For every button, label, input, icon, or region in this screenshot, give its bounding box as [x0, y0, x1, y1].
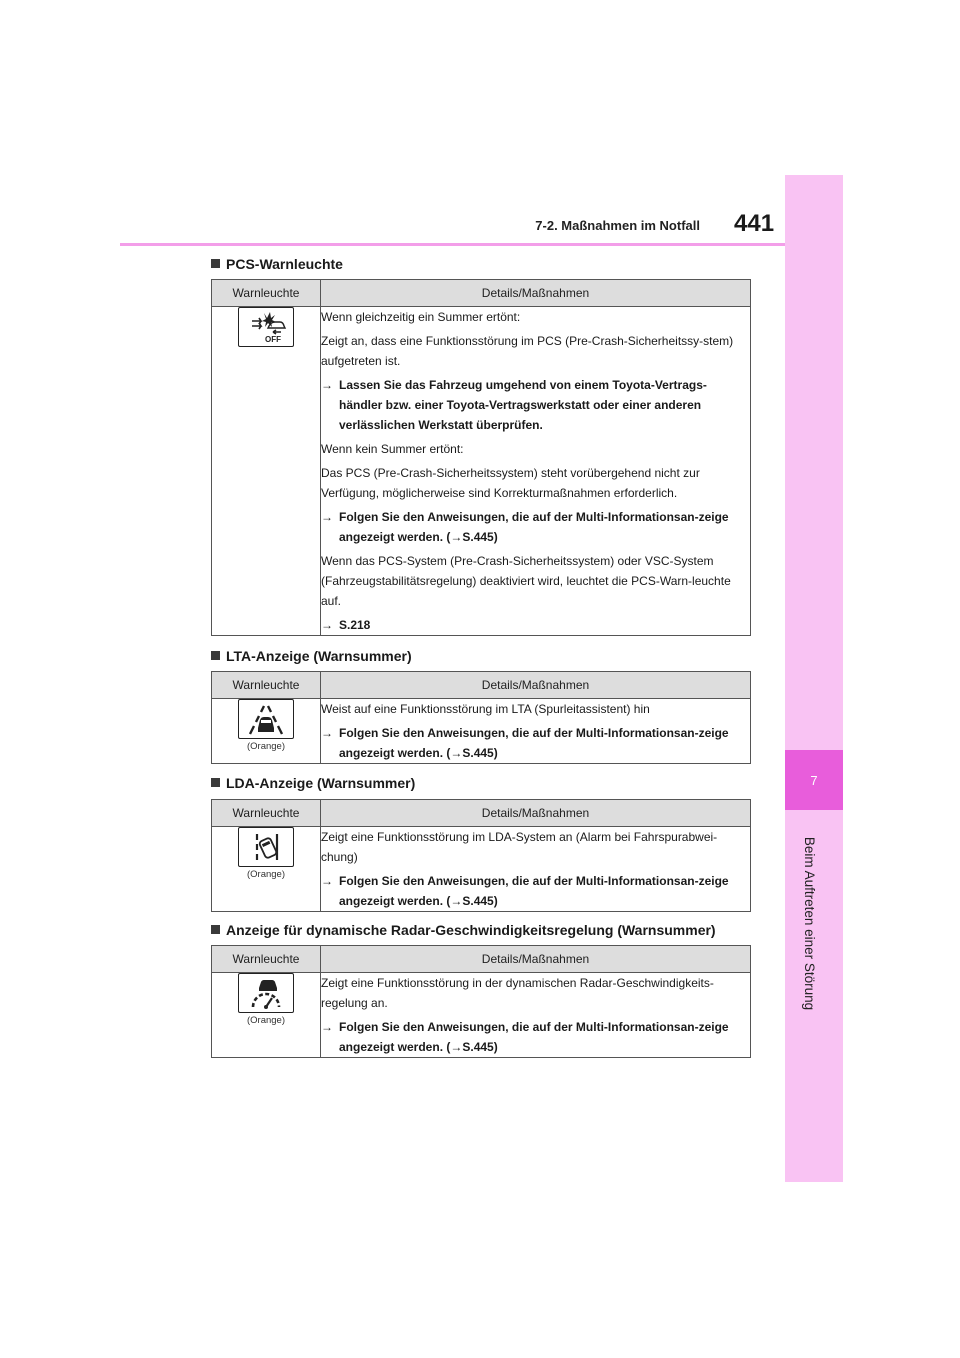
square-bullet-icon: [211, 925, 220, 934]
action-text: Folgen Sie den Anweisungen, die auf der Multi-Informationsan-zeige angezeigt werden. (→S.445): [339, 1020, 729, 1054]
lta-warning-table: [211, 671, 751, 764]
header-section-title: 7-2. Maßnahmen im Notfall: [535, 218, 700, 233]
action-item: [321, 615, 750, 635]
pcs-warning-table: [211, 279, 751, 636]
lta-lane-icon: [238, 699, 294, 739]
radar-cruise-icon: [238, 973, 294, 1013]
header-divider: [120, 243, 785, 246]
icon-caption: (Orange): [246, 869, 285, 880]
pcs-off-icon: [238, 307, 294, 347]
action-item: [321, 1017, 750, 1057]
details-text: Zeigt eine Funktionsstörung im LDA-System an (Alarm bei Fahrspurabwei-chung): [321, 830, 718, 864]
details-text: Wenn das PCS-System (Pre-Crash-Sicherheitssystem) oder VSC-System (Fahrzeugstabilitätsregelung) deaktiviert wird, leuchtet die PCS-Warn-leuchte auf.: [321, 554, 731, 608]
icon-caption: (Orange): [246, 1015, 285, 1026]
chapter-number-box: [785, 750, 843, 810]
lda-lane-departure-icon: [238, 827, 294, 867]
square-bullet-icon: [211, 778, 220, 787]
action-text: Lassen Sie das Fahrzeug umgehend von einem Toyota-Vertrags-händler bzw. einer Toyota-Vertragswerkstatt oder einer anderen verlässlichen Werkstatt überprüfen.: [339, 378, 707, 432]
action-item: [321, 871, 750, 911]
column-header-warnleuchte: Warnleuchte: [212, 280, 321, 307]
details-cell: [321, 827, 751, 912]
icon-cell: [212, 307, 321, 636]
page-number: 441: [734, 210, 775, 237]
section-heading-text: LTA-Anzeige (Warnsummer): [226, 648, 412, 664]
details-cell: [321, 699, 751, 764]
chapter-side-tab: [785, 175, 843, 1182]
column-header-warnleuchte: Warnleuchte: [212, 946, 321, 973]
section-heading-text: PCS-Warnleuchte: [226, 256, 343, 272]
column-header-warnleuchte: Warnleuchte: [212, 672, 321, 699]
details-text: Das PCS (Pre-Crash-Sicherheitssystem) steht vorübergehend nicht zur Verfügung, möglicherweise sind Korrekturmaßnahmen erforderlich.: [321, 466, 700, 500]
details-text: Weist auf eine Funktionsstörung im LTA (Spurleitassistent) hin: [321, 702, 650, 716]
table-row: [212, 827, 751, 912]
square-bullet-icon: [211, 259, 220, 268]
square-bullet-icon: [211, 651, 220, 660]
section-heading-lda: [211, 775, 415, 791]
section-heading-radar-cruise: [211, 922, 716, 938]
icon-cell: [212, 827, 321, 912]
table-row: [212, 699, 751, 764]
table-row: [212, 307, 751, 636]
details-cell: [321, 973, 751, 1058]
icon-cell: [212, 699, 321, 764]
column-header-details: Details/Maßnahmen: [321, 946, 751, 973]
section-heading-pcs: [211, 256, 343, 272]
details-text: Zeigt an, dass eine Funktionsstörung im PCS (Pre-Crash-Sicherheitssy-stem) aufgetreten ist.: [321, 334, 734, 368]
section-heading-text: LDA-Anzeige (Warnsummer): [226, 775, 416, 791]
icon-off-label: OFF: [265, 335, 281, 344]
table-row: [212, 973, 751, 1058]
table-header-row: [212, 946, 751, 973]
action-text: Folgen Sie den Anweisungen, die auf der Multi-Informationsan-zeige angezeigt werden. (→S.445): [339, 874, 729, 908]
arrow-icon: →: [321, 874, 333, 888]
chapter-title: [800, 818, 820, 1028]
arrow-icon: →: [321, 726, 333, 740]
table-header-row: [212, 800, 751, 827]
action-text: Folgen Sie den Anweisungen, die auf der Multi-Informationsan-zeige angezeigt werden. (→S.445): [339, 726, 729, 760]
details-cell: [321, 307, 751, 636]
chapter-title-text: Beim Auftreten einer Störung: [802, 836, 818, 1010]
arrow-icon: →: [321, 1020, 333, 1034]
column-header-details: Details/Maßnahmen: [321, 280, 751, 307]
section-heading-lta: [211, 648, 412, 664]
chapter-number: 7: [810, 772, 818, 788]
icon-caption: (Orange): [246, 741, 285, 752]
arrow-icon: →: [321, 378, 333, 392]
radar-cruise-warning-table: [211, 945, 751, 1058]
arrow-icon: →: [321, 618, 333, 632]
column-header-details: Details/Maßnahmen: [321, 672, 751, 699]
details-text: Zeigt eine Funktionsstörung in der dynamischen Radar-Geschwindigkeits-regelung an.: [321, 976, 714, 1010]
action-text: Folgen Sie den Anweisungen, die auf der Multi-Informationsan-zeige angezeigt werden. (→S.445): [339, 510, 729, 544]
column-header-details: Details/Maßnahmen: [321, 800, 751, 827]
action-text: S.218: [339, 618, 371, 632]
arrow-icon: →: [321, 510, 333, 524]
table-header-row: [212, 672, 751, 699]
details-text: Wenn gleichzeitig ein Summer ertönt:: [321, 310, 521, 324]
table-header-row: [212, 280, 751, 307]
details-text: Wenn kein Summer ertönt:: [321, 442, 464, 456]
lda-warning-table: [211, 799, 751, 912]
action-item: [321, 723, 750, 763]
action-item: [321, 507, 750, 547]
icon-cell: [212, 973, 321, 1058]
section-heading-text: Anzeige für dynamische Radar-Geschwindigkeitsregelung (Warnsummer): [226, 922, 716, 938]
column-header-warnleuchte: Warnleuchte: [212, 800, 321, 827]
action-item: [321, 375, 750, 435]
